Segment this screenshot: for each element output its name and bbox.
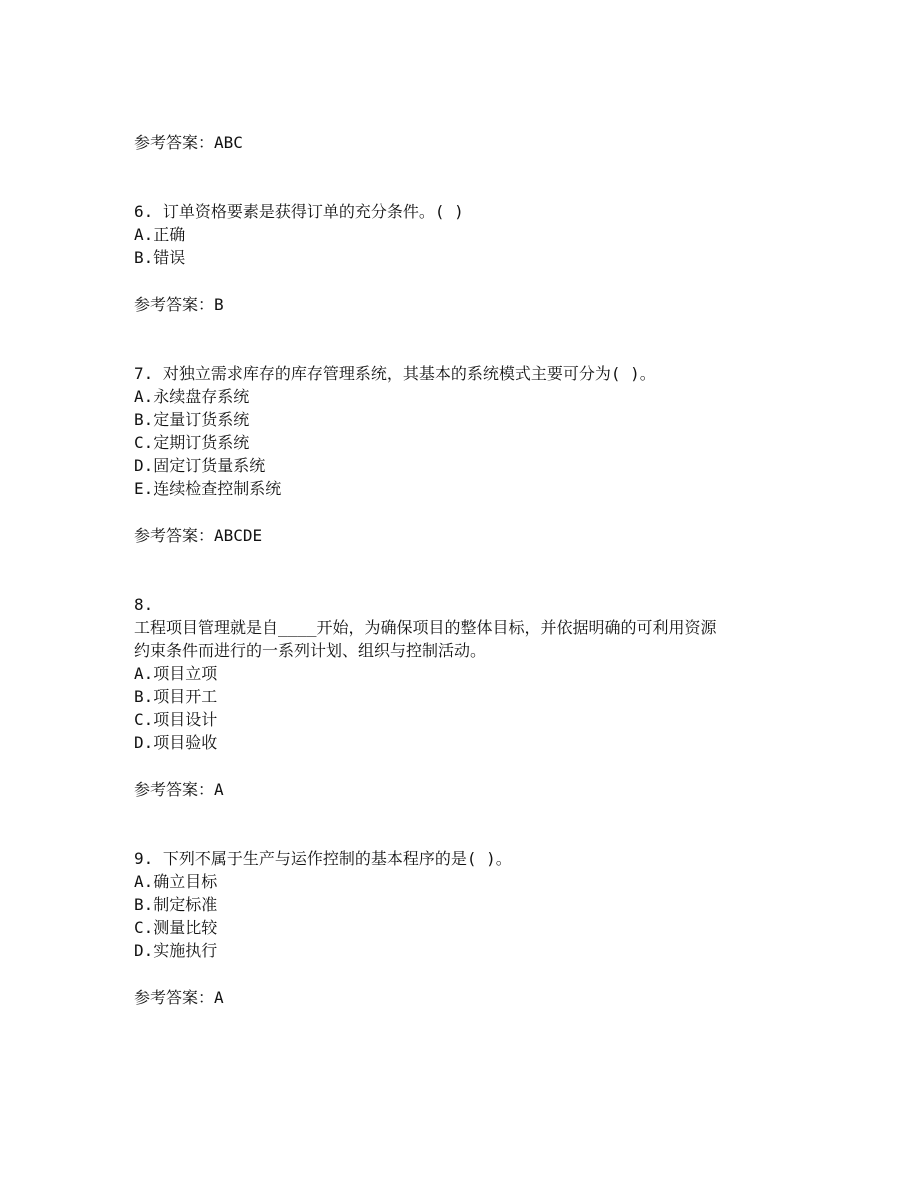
option-q9-c: C.测量比较 — [134, 918, 218, 937]
option-q7-a: A.永续盘存系统 — [134, 387, 250, 406]
option-q7-e: E.连续检查控制系统 — [134, 479, 282, 498]
answer-label: 参考答案： — [134, 133, 215, 152]
question-number-q8: 8. — [134, 595, 154, 614]
answer-q7 — [134, 525, 262, 547]
option-q8-c: C.项目设计 — [134, 710, 218, 729]
option-q9-d: D.实施执行 — [134, 941, 218, 960]
answer-q6 — [134, 294, 224, 316]
answer-q9 — [134, 987, 224, 1009]
answer-value: ABC — [214, 133, 243, 152]
answer-value: A — [214, 988, 224, 1007]
question-stem-q9: 9. 下列不属于生产与运作控制的基本程序的是( )。 — [134, 849, 512, 868]
answer-label: 参考答案： — [134, 780, 215, 799]
option-q8-b: B.项目开工 — [134, 687, 218, 706]
option-q8-d: D.项目验收 — [134, 733, 218, 752]
question-stem-q8-line2: 约束条件而进行的一系列计划、组织与控制活动。 — [134, 641, 487, 660]
option-q9-a: A.确立目标 — [134, 872, 218, 891]
option-q6-b: B.错误 — [134, 248, 186, 267]
option-q7-b: B.定量订货系统 — [134, 410, 250, 429]
question-stem-q6: 6. 订单资格要素是获得订单的充分条件。( ) — [134, 202, 464, 221]
question-stem-q8-line1: 工程项目管理就是自____开始，为确保项目的整体目标，并依据明确的可利用资源 — [134, 618, 717, 637]
answer-value: A — [214, 780, 224, 799]
option-q9-b: B.制定标准 — [134, 895, 218, 914]
answer-label: 参考答案： — [134, 988, 215, 1007]
answer-value: ABCDE — [214, 526, 263, 545]
answer-label: 参考答案： — [134, 295, 215, 314]
question-stem-q7: 7. 对独立需求库存的库存管理系统，其基本的系统模式主要可分为( )。 — [134, 364, 656, 383]
answer-label: 参考答案： — [134, 526, 215, 545]
answer-q5 — [134, 132, 243, 154]
answer-value: B — [214, 295, 224, 314]
answer-q8 — [134, 779, 224, 801]
option-q7-c: C.定期订货系统 — [134, 433, 250, 452]
option-q8-a: A.项目立项 — [134, 664, 218, 683]
option-q6-a: A.正确 — [134, 225, 186, 244]
option-q7-d: D.固定订货量系统 — [134, 456, 266, 475]
